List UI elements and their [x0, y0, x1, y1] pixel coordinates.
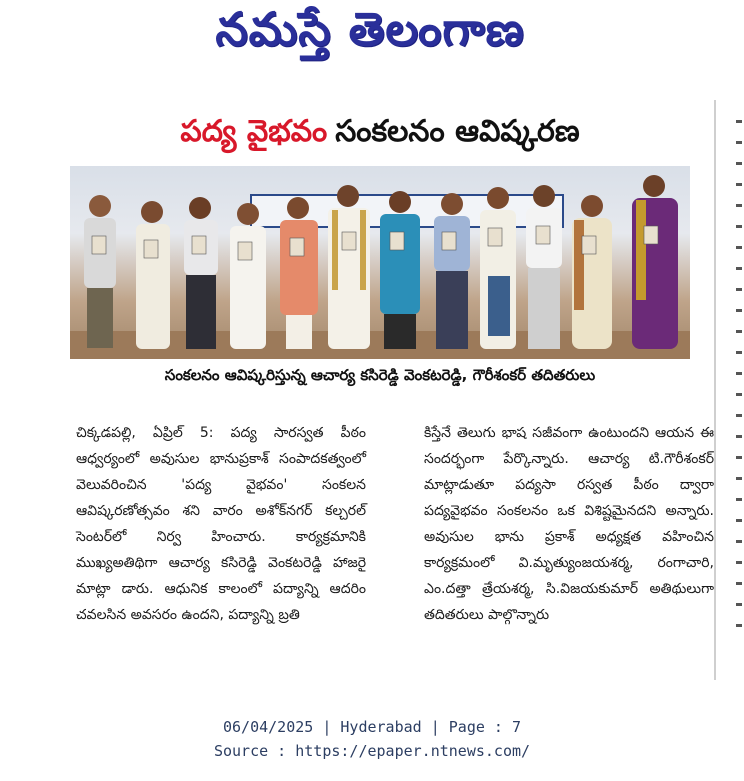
edition-info: 06/04/2025 | Hyderabad | Page : 7 — [222, 718, 521, 736]
person-figure — [572, 195, 612, 349]
person-figure — [380, 191, 420, 349]
column-divider — [714, 100, 716, 680]
person-figure — [184, 197, 218, 349]
person-figure — [526, 185, 562, 349]
headline-black-part: సంకలనం ఆవిష్కరణ — [335, 114, 580, 149]
headline-red-part: పద్య వైభవం — [180, 114, 328, 149]
event-photo — [70, 166, 690, 359]
person-figure — [328, 185, 370, 349]
source-link[interactable]: Source : https://epaper.ntnews.com/ — [213, 742, 531, 760]
article-column-2: కిస్తేనే తెలుగు భాష సజీవంగా ఉంటుందని ఆయన ఈ సందర్భంగా పేర్కొన్నారు. ఆచార్య టి.గౌరీశంకర్ మాట్లాడుతూ పద్యసా రస్వత పీఠం ద్వారా పద్యవైభవం సంకలనం ఒక విశిష్టమైనదని అన్నారు. అవుసుల భాను ప్రకాశ్ అధ్యక్షత వహించిన కార్యక్రమంలో వి.మృత్యుంజయశర్మ, రంగాచారి, ఎం.దత్తా త్రేయశర్మ, సి.విజయకుమార్ అతిథులుగా తదితరులు పాల్గొన్నారు — [424, 425, 714, 623]
adjacent-article-edge — [736, 120, 744, 680]
photo-caption: సంకలనం ఆవిష్కరిస్తున్న ఆచార్య కసిరెడ్డి వెంకటరెడ్డి, గౌరీశంకర్ తదితరులు — [164, 366, 596, 384]
person-figure — [434, 193, 470, 349]
person-figure — [280, 197, 318, 349]
person-figure — [136, 201, 170, 349]
person-figure — [632, 175, 678, 349]
person-figure — [84, 195, 116, 348]
person-figure — [230, 203, 266, 349]
article-headline — [80, 112, 680, 158]
newspaper-masthead: నమస్తే తెలంగాణ — [215, 2, 525, 56]
people-illustration — [70, 166, 690, 359]
person-figure — [480, 187, 516, 349]
article-column-1: చిక్కడపల్లి, ఏప్రిల్ 5: పద్య సారస్వత పీఠం ఆధ్వర్యంలో అవుసుల భానుప్రకాశ్ సంపాదకత్వంలో వెలువరించిన 'పద్య వైభవం' సంకలన ఆవిష్కరణోత్సవం శని వారం అశోక్‌నగర్ కల్చరల్ సెంటర్‌లో నిర్వ హించారు. కార్యక్రమానికి ముఖ్యఅతిథిగా ఆచార్య కసిరెడ్డి వెంకటరెడ్డి హాజరై మాట్లా డారు. ఆధునిక కాలంలో పద్యాన్ని ఆదరిం చవలసిన అవసరం ఉందని, పద్యాన్ని బ్రతి — [76, 425, 366, 623]
